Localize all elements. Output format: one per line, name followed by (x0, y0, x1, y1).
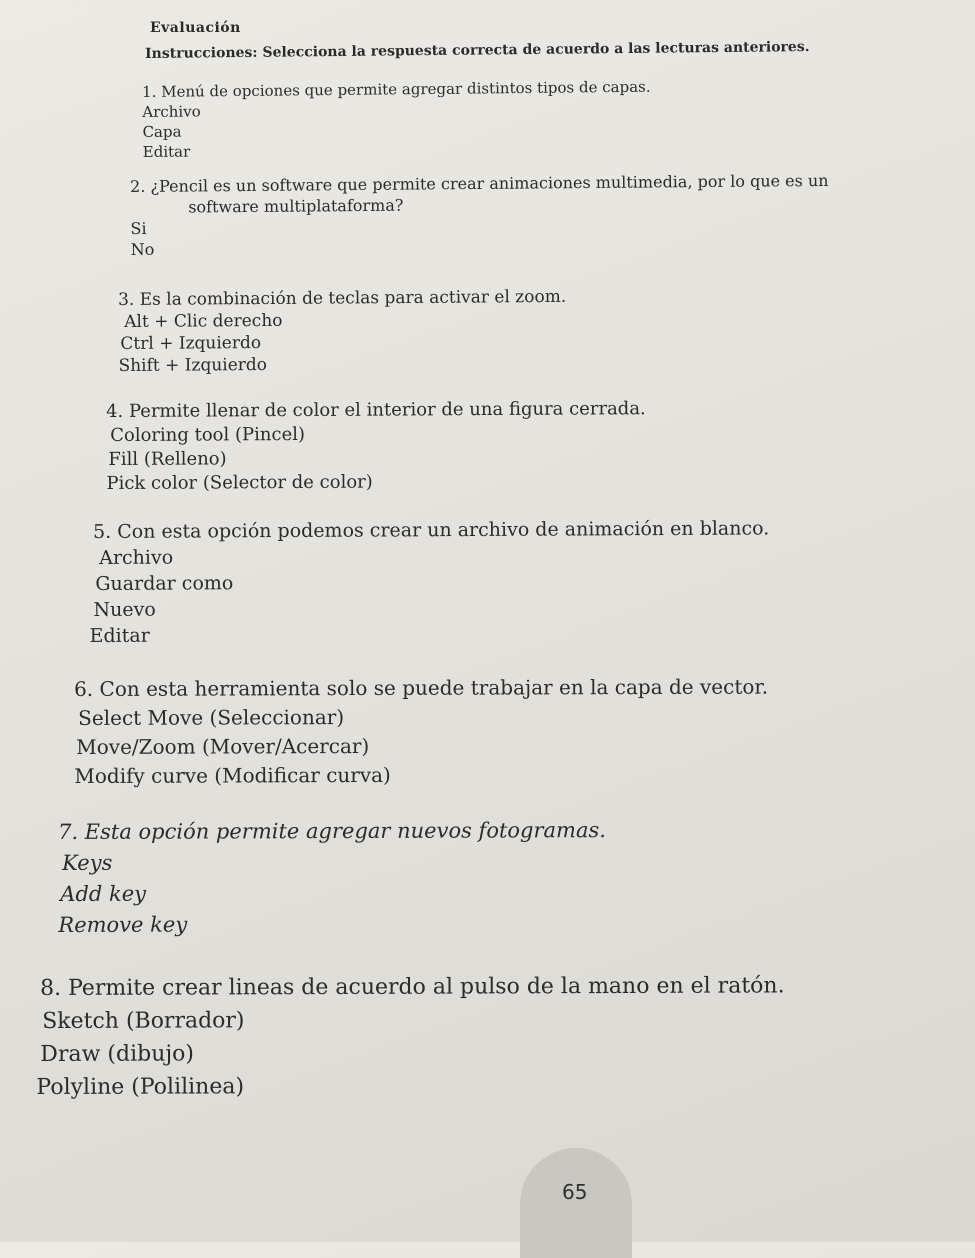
question-3-option-1: Alt + Clic derecho (124, 310, 283, 332)
question-1-option-2: Capa (142, 122, 182, 141)
question-7-text: 7. Esta opción permite agregar nuevos fotogramas. (58, 818, 606, 844)
question-6 (74, 673, 768, 791)
question-5-option-1: Archivo (99, 546, 174, 569)
question-3 (118, 286, 567, 377)
question-7 (58, 815, 606, 941)
question-1-text: 1. Menú de opciones que permite agregar distintos tipos de capas. (142, 77, 651, 101)
page-number: 65 (562, 1180, 588, 1204)
question-6-option-2: Move/Zoom (Mover/Acercar) (76, 733, 370, 759)
question-5-option-2: Guardar como (95, 572, 234, 595)
question-8-option-1: Sketch (Borrador) (42, 1008, 245, 1034)
instructions-text: Instrucciones: Selecciona la respuesta correcta de acuerdo a las lecturas anteriores. (145, 39, 810, 62)
question-2-text: 2. ¿Pencil es un software que permite crear animaciones multimedia, por lo que es un (130, 170, 829, 196)
question-4-option-1: Coloring tool (Pincel) (110, 423, 306, 446)
question-7-option-3: Remove key (58, 912, 188, 937)
question-4-option-2: Fill (Relleno) (108, 448, 227, 470)
question-1-option-1: Archivo (142, 102, 201, 121)
page-title: Evaluación (150, 20, 241, 36)
question-8-text: 8. Permite crear lineas de acuerdo al pulso de la mano en el ratón. (40, 973, 785, 1001)
question-7-option-1: Keys (62, 850, 113, 875)
question-1 (142, 77, 651, 162)
question-5-option-4: Editar (89, 624, 150, 648)
question-6-option-3: Modify curve (Modificar curva) (74, 762, 391, 788)
question-3-option-3: Shift + Izquierdo (118, 354, 268, 376)
question-7-option-2: Add key (60, 881, 147, 906)
question-8-option-2: Draw (dibujo) (40, 1041, 195, 1067)
question-8 (36, 969, 785, 1104)
question-4 (106, 397, 646, 496)
question-2 (130, 170, 829, 260)
question-5-text: 5. Con esta opción podemos crear un archivo de animación en blanco. (93, 517, 770, 543)
question-8-option-3: Polyline (Polilinea) (36, 1074, 245, 1101)
question-3-option-2: Ctrl + Izquierdo (120, 333, 262, 354)
question-5-option-3: Nuevo (93, 598, 156, 621)
question-2-option-1: Si (130, 218, 147, 238)
question-2-option-2: No (130, 239, 155, 259)
question-1-option-3: Editar (142, 142, 191, 161)
question-6-option-1: Select Move (Seleccionar) (78, 705, 345, 730)
question-5 (89, 515, 770, 649)
question-6-text: 6. Con esta herramienta solo se puede trabajar en la capa de vector. (74, 674, 769, 701)
question-4-option-3: Pick color (Selector de color) (106, 471, 373, 494)
question-3-text: 3. Es la combinación de teclas para activar el zoom. (118, 286, 567, 310)
question-4-text: 4. Permite llenar de color el interior de una figura cerrada. (106, 398, 646, 422)
question-2-continuation: software multiplataforma? (188, 195, 404, 217)
